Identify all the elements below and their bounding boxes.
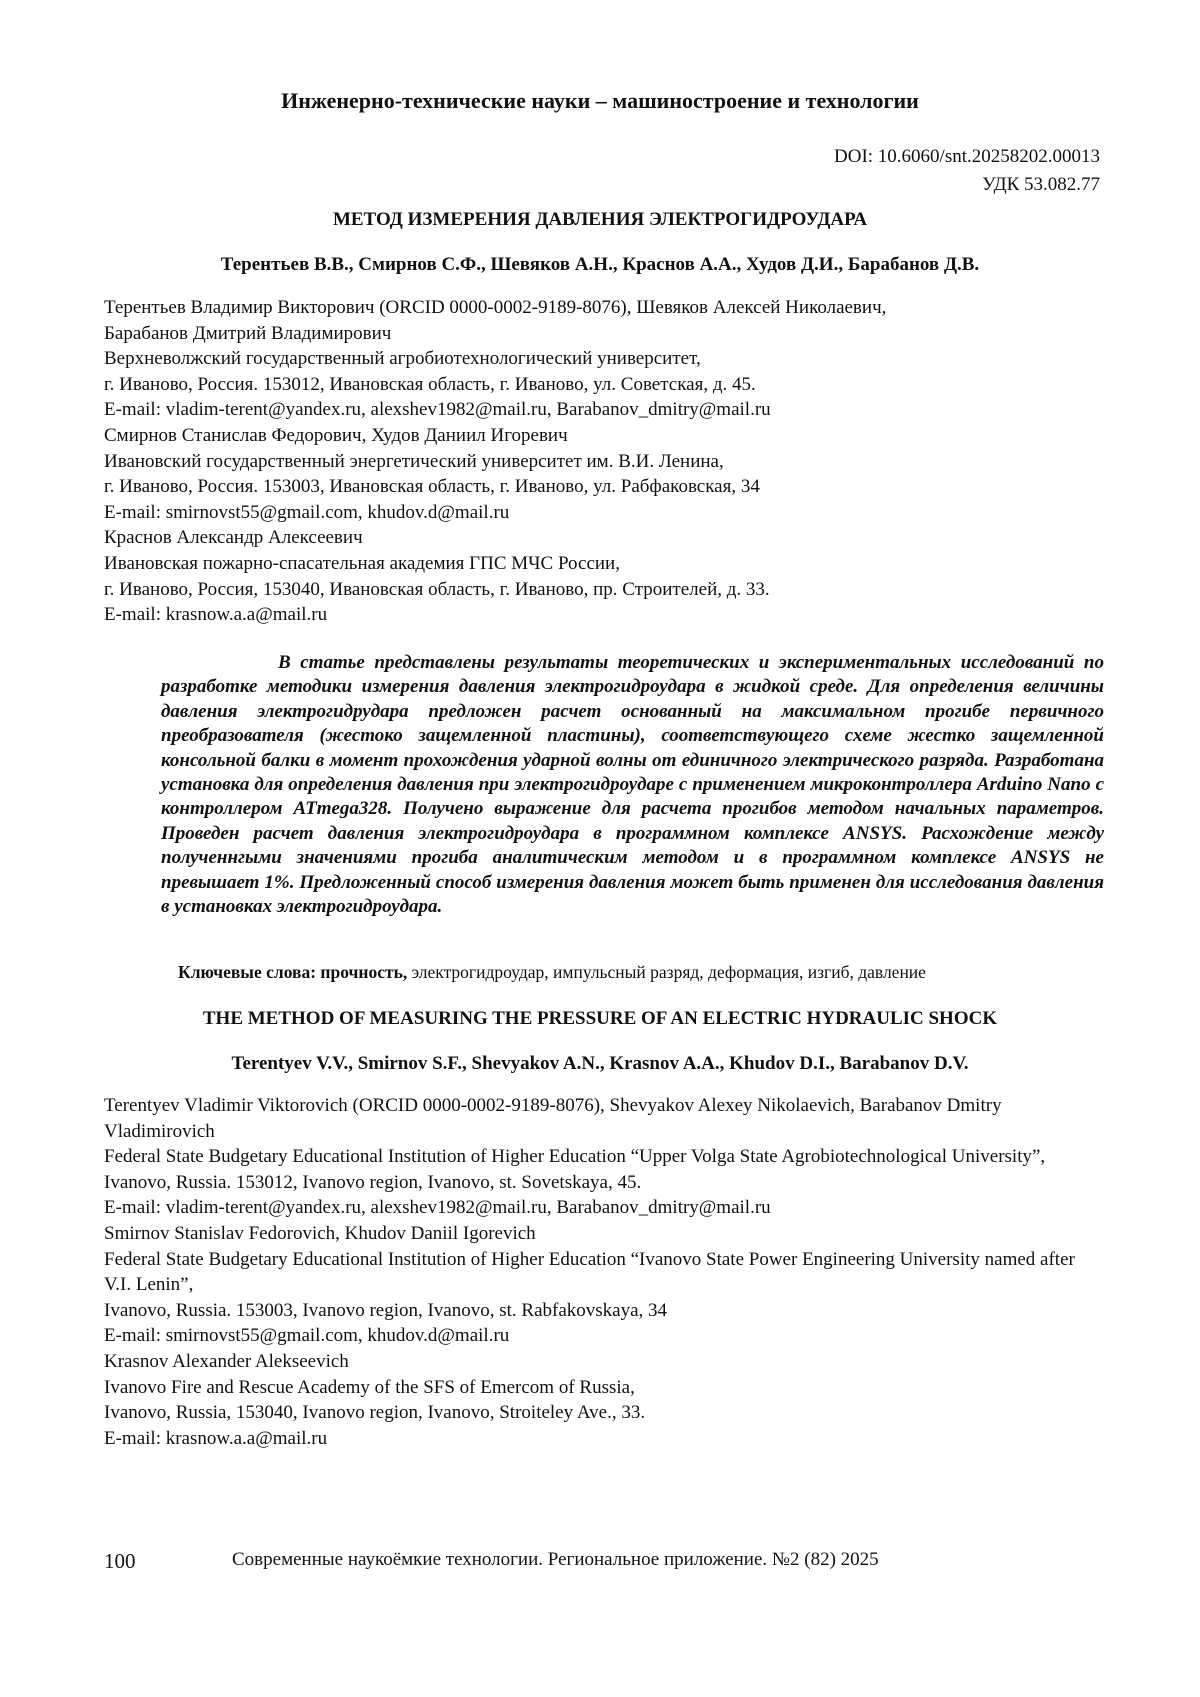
page-number: 100 xyxy=(104,1549,136,1573)
keywords-label: Ключевые слова: xyxy=(178,962,317,982)
udk: УДК 53.082.77 xyxy=(982,174,1100,195)
en-email: E-mail: smirnovst55@gmail.com, khudov.d@mail.ru xyxy=(104,1325,510,1347)
journal-footer: Современные наукоёмкие технологии. Региональное приложение. №2 (82) 2025 xyxy=(232,1549,879,1570)
ru-affiliation-line: Ивановская пожарно-спасательная академия ГПС МЧС России, xyxy=(104,552,620,574)
en-affiliation-line: Ivanovo, Russia, 153040, Ivanovo region, Ivanovo, Stroiteley Ave., 33. xyxy=(104,1402,646,1424)
ru-affiliation-line: г. Иваново, Россия. 153003, Ивановская область, г. Иваново, ул. Рабфаковская, 34 xyxy=(104,476,760,498)
ru-affiliation-line: г. Иваново, Россия. 153012, Ивановская область, г. Иваново, ул. Советская, д. 45. xyxy=(104,373,756,395)
ru-title: МЕТОД ИЗМЕРЕНИЯ ДАВЛЕНИЯ ЭЛЕКТРОГИДРОУДАРА xyxy=(332,209,868,230)
en-affiliations xyxy=(104,1093,1104,1451)
ru-email: E-mail: krasnow.a.a@mail.ru xyxy=(104,604,328,626)
ru-email: E-mail: smirnovst55@gmail.com, khudov.d@mail.ru xyxy=(104,501,510,523)
en-email: E-mail: krasnow.a.a@mail.ru xyxy=(104,1427,328,1449)
ru-affiliation-line: Ивановский государственный энергетический университет им. В.И. Ленина, xyxy=(104,450,724,472)
section-header: Инженерно-технические науки – машиностроение и технологии xyxy=(281,88,919,113)
ru-affiliations xyxy=(104,295,1104,628)
article-identifiers xyxy=(834,143,1100,199)
ru-affiliation-line: г. Иваново, Россия, 153040, Ивановская область, г. Иваново, пр. Строителей, д. 33. xyxy=(104,578,770,600)
en-affiliation-line: Federal State Budgetary Educational Institution of Higher Education “Ivanovo State Power Engineering University named after V.I. Lenin”, xyxy=(104,1248,1075,1296)
en-affiliation-line: Federal State Budgetary Educational Institution of Higher Education “Upper Volga State Agrobiotechnological University”, xyxy=(104,1146,1046,1168)
ru-keywords xyxy=(161,962,1104,983)
ru-abstract: В статье представлены результаты теоретических и экспериментальных исследований по разработке методики измерения давления электрогидроудара в жидкой среде. Для определения величины давления электрогидрудара предложен расчет основанный на максимальном прогибе первичного преобразователя (жестоко защемленной пластины), соответствующего схеме жестко защемленной консольной балки в момент прохождения ударной волны от единичного электрического разряда. Разработана установка для определения давления при электрогидроударе с применением микроконтроллера Arduino Nano с контроллером ATmega328. Получено выражение для расчета прогибов методом начальных параметров. Проведен расчет давления электрогидроудара в программном комплексе ANSYS. Расхождение между полученнгыми значениями прогиба аналитическим методом и в программном комплексе ANSYS не превышает 1%. Предложенный способ измерения давления может быть применен для исследования давления в установках электрогидроудара. xyxy=(161,652,1104,918)
ru-affiliation-line: Верхневолжский государственный агробиотехнологический университет, xyxy=(104,348,701,370)
keywords-list: электрогидроудар, импульсный разряд, деформация, изгиб, давление xyxy=(411,962,926,982)
ru-affiliation-line: Барабанов Дмитрий Владимирович xyxy=(104,322,392,344)
en-authors: Terentyev V.V., Smirnov S.F., Shevyakov A.N., Krasnov A.A., Khudov D.I., Barabanov D.V. xyxy=(231,1053,969,1074)
en-affiliation-line: Smirnov Stanislav Fedorovich, Khudov Daniil Igorevich xyxy=(104,1222,536,1244)
en-affiliation-line: Krasnov Alexander Alekseevich xyxy=(104,1350,349,1372)
doi: DOI: 10.6060/snt.20258202.00013 xyxy=(834,146,1100,167)
en-affiliation-line: Ivanovo, Russia. 153003, Ivanovo region, Ivanovo, st. Rabfakovskaya, 34 xyxy=(104,1299,668,1321)
keywords-first: прочность, xyxy=(320,962,408,982)
ru-email: E-mail: vladim-terent@yandex.ru, alexshev1982@mail.ru, Barabanov_dmitry@mail.ru xyxy=(104,399,771,421)
ru-authors: Терентьев В.В., Смирнов С.Ф., Шевяков А.Н., Краснов А.А., Худов Д.И., Барабанов Д.В. xyxy=(220,254,980,275)
en-email: E-mail: vladim-terent@yandex.ru, alexshev1982@mail.ru, Barabanov_dmitry@mail.ru xyxy=(104,1197,771,1219)
en-affiliation-line: Ivanovo Fire and Rescue Academy of the SFS of Emercom of Russia, xyxy=(104,1376,635,1398)
ru-affiliation-line: Смирнов Станислав Федорович, Худов Даниил Игоревич xyxy=(104,424,568,446)
en-title: THE METHOD OF MEASURING THE PRESSURE OF AN ELECTRIC HYDRAULIC SHOCK xyxy=(202,1008,998,1029)
ru-affiliation-line: Краснов Александр Алексеевич xyxy=(104,527,363,549)
ru-affiliation-line: Терентьев Владимир Викторович (ORCID 0000-0002-9189-8076), Шевяков Алексей Николаевич, xyxy=(104,297,887,318)
en-affiliation-line: Terentyev Vladimir Viktorovich (ORCID 0000-0002-9189-8076), Shevyakov Alexey Nikolaevich, Barabanov Dmitry Vladimirovich xyxy=(104,1095,1002,1142)
en-affiliation-line: Ivanovo, Russia. 153012, Ivanovo region, Ivanovo, st. Sovetskaya, 45. xyxy=(104,1171,642,1193)
